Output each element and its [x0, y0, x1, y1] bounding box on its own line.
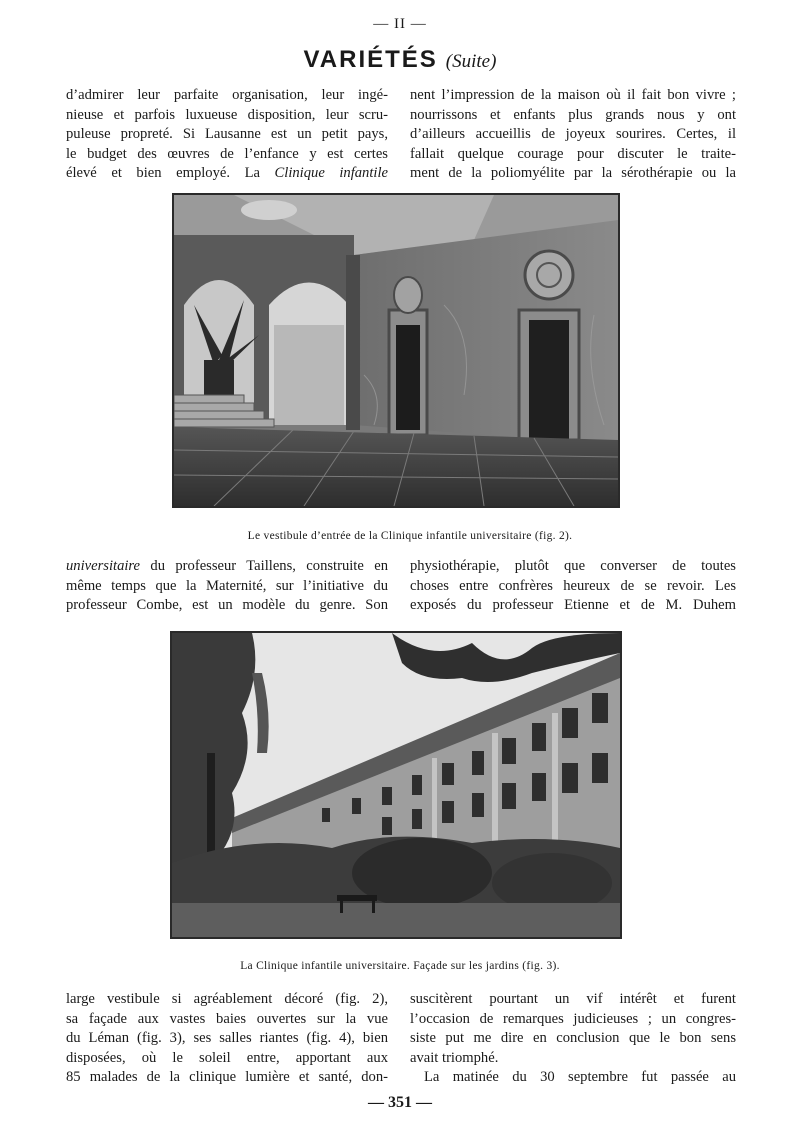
text-line: nieuse et parfois luxueuse disposition, leur scru- — [66, 106, 388, 123]
text-line: même temps que la Maternité, sur l’initiative du — [66, 577, 388, 594]
text-run: du professeur Taillens, construite en — [140, 558, 388, 574]
text-line: fallait quelque courage pour discuter le traite- — [410, 145, 736, 162]
text-line: sa façade aux vastes baies ouvertes sur la vue — [66, 1010, 388, 1027]
column-right-3 — [410, 990, 736, 1088]
text-line: l’occasion de remarques judicieuses ; un congres- — [410, 1010, 736, 1027]
column-right-2 — [410, 557, 736, 616]
title-suffix: (Suite) — [445, 51, 497, 72]
text-line: disposées, où le soleil entre, apportant aux — [66, 1049, 388, 1066]
title-text: VARIÉTÉS — [303, 46, 438, 73]
text-line: ment de la poliomyélite par la sérothérapie ou la — [410, 165, 736, 181]
text-line: 85 malades de la clinique lumière et santé, don- — [66, 1069, 388, 1085]
section-title — [0, 46, 800, 74]
figure-caption-2: Le vestibule d’entrée de la Clinique infantile universitaire (fig. 2). — [247, 530, 573, 542]
text-line: nent l’impression de la maison où il fait bon vivre ; — [410, 87, 736, 103]
vestibule-photo-illustration — [174, 195, 618, 506]
column-left-2 — [66, 557, 388, 616]
text-line: puleuse propreté. Si Lausanne est un petit pays, — [66, 126, 388, 142]
text-line: d’ailleurs accueillis de joyeux sourires. Certes, il — [410, 126, 736, 142]
text-line: La matinée du 30 septembre fut passée au — [424, 1069, 736, 1085]
facade-photo-illustration — [172, 633, 620, 937]
text-line: choses entre confrères heureux de se revoir. Les — [410, 577, 736, 594]
column-left-1 — [66, 86, 388, 184]
text-line — [66, 164, 388, 184]
facade-photo — [170, 631, 622, 939]
text-line: suscitèrent pourtant un vif intérêt et furent — [410, 991, 736, 1007]
text-line: d’admirer leur parfaite organisation, leur ingé- — [66, 87, 388, 103]
figure-caption-3: La Clinique infantile universitaire. Façade sur les jardins (fig. 3). — [240, 960, 560, 972]
column-left-3 — [66, 990, 388, 1088]
text-line: du Léman (fig. 3), ses salles riantes (fig. 4), bien — [66, 1030, 388, 1046]
column-right-1 — [410, 86, 736, 184]
page-number: — 351 — — [368, 1094, 432, 1111]
text-run-italic: Clinique infantile — [274, 165, 388, 181]
text-run-italic: universitaire — [66, 558, 141, 574]
text-line: professeur Combe, est un modèle du genre. Son — [66, 597, 388, 613]
text-line: siste put me dire en conclusion que le bon sens — [410, 1030, 736, 1046]
vestibule-photo — [172, 193, 620, 508]
text-line: nourrissons et enfants plus grands nous y ont — [410, 106, 736, 123]
running-head: — II — — [373, 16, 427, 32]
text-line: physiothérapie, plutôt que converser de toutes — [410, 558, 736, 574]
text-run: élevé et bien employé. La — [66, 165, 275, 181]
text-line: exposés du professeur Etienne et de M. Duhem — [410, 597, 736, 613]
text-line: le budget des œuvres de l’enfance y est certes — [66, 145, 388, 162]
text-line: avait triomphé. — [410, 1049, 499, 1066]
text-line: large vestibule si agréablement décoré (fig. 2), — [66, 991, 388, 1007]
text-line — [66, 557, 388, 577]
